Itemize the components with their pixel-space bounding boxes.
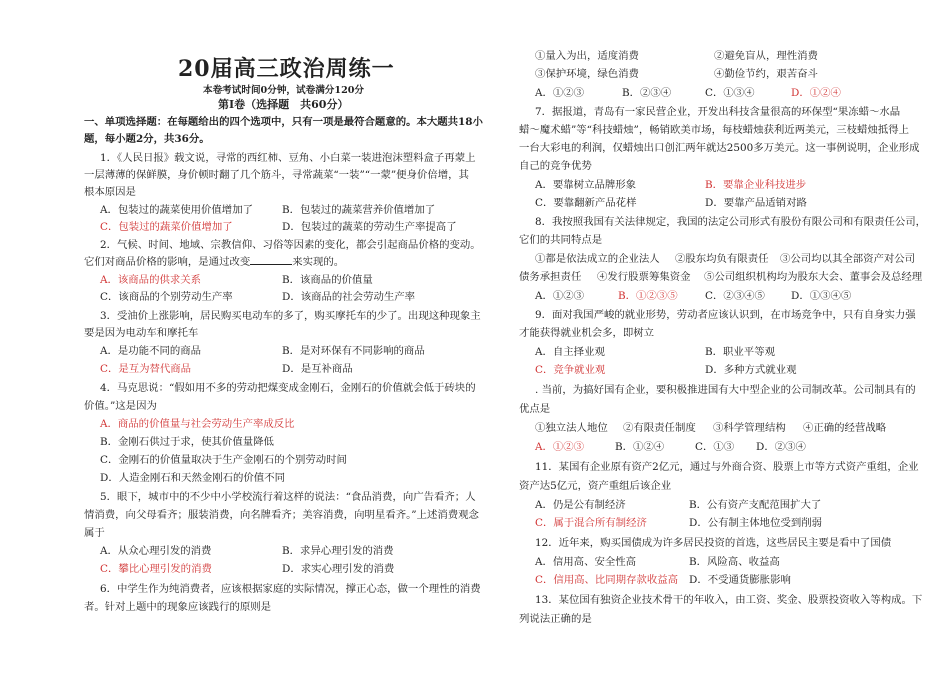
question-2-option-c: C．该商品的个别劳动生产率 — [100, 291, 233, 303]
question-7-option-a: A．要靠树立品牌形象 — [535, 179, 637, 191]
question-1-stem: 1．《人民日报》载文说，寻常的西红柿、豆角、小白菜一装进泡沫塑料盒子再蒙上 — [100, 152, 476, 164]
question-3-option-c-answer: C．是互为替代商品 — [100, 363, 192, 375]
question-1-option-b: B．包装过的蔬菜营养价值增加了 — [282, 204, 436, 216]
question-11-stem: 11．某国有企业原有资产2亿元，通过与外商合资、股票上市等方式资产重组，企业 — [535, 461, 919, 473]
question-9-option-c-answer: C．竞争就业观 — [535, 364, 606, 376]
question-10-option-d: D．②③④ — [756, 441, 806, 453]
question-13-stem: 13．某位国有独资企业技术骨干的年收入，由工资、奖金、股票投资收入等构成。下 — [535, 594, 923, 606]
question-3-option-b: B．是对环保有不同影响的商品 — [282, 345, 425, 357]
question-11-option-b: B．公有资产支配范围扩大了 — [689, 499, 822, 511]
question-5-option-d: D．求实心理引发的消费 — [282, 563, 395, 575]
question-10-item-3: ③科学管理结构 — [713, 422, 786, 434]
question-1-stem: 根本原因是 — [84, 186, 136, 198]
question-10-item-4: ④正确的经营战略 — [803, 422, 887, 434]
question-6-item-2: ②避免盲从，理性消费 — [714, 50, 818, 62]
question-11-option-a: A．仍是公有制经济 — [535, 499, 626, 511]
question-8-item-3: ③公司均以其全部资产对公司 — [780, 253, 916, 265]
page-title: 20届高三政治周练一 — [178, 56, 395, 82]
question-12-stem: 12．近年来，购买国债成为许多居民投资的首选，这些居民主要是看中了国债 — [535, 537, 892, 549]
question-7-option-c: C．要靠翻新产品花样 — [535, 197, 637, 209]
question-7-option-b-answer: B．要靠企业科技进步 — [705, 179, 807, 191]
question-12-option-d: D．不受通货膨胀影响 — [689, 574, 791, 586]
question-10-option-b: B．①②④ — [615, 441, 665, 453]
question-4-option-b: B．金刚石供过于求，使其价值量降低 — [100, 436, 274, 448]
question-7-stem: 自己的竞争优势 — [519, 160, 592, 172]
question-11-option-c-answer: C．属于混合所有制经济 — [535, 517, 647, 529]
question-4-stem: 4．马克思说：“假如用不多的劳动把煤变成金刚石，金刚石的价值就会低于砖块的 — [100, 382, 476, 394]
question-8-option-a: A．①②③ — [535, 290, 585, 302]
question-7-option-d: D．要靠产品适销对路 — [705, 197, 807, 209]
question-2-option-a-answer: A．该商品的供求关系 — [100, 274, 202, 286]
question-10-stem: 优点是 — [519, 403, 551, 415]
exam-subtitle: 本卷考试时间0分钟，试卷满分120分 — [203, 85, 365, 96]
question-3-option-d: D．是互补商品 — [282, 363, 353, 375]
question-6-option-a: A．①②③ — [535, 87, 585, 99]
question-1-option-a: A．包装过的蔬菜使用价值增加了 — [100, 204, 253, 216]
question-1-stem: 一层薄薄的保鲜膜，身价顿时翻了几个筋斗，寻常蔬菜“一装”“一蒙”便身价倍增，其 — [84, 169, 469, 181]
question-9-stem: 才能获得就业机会多，即树立 — [519, 327, 655, 339]
question-8-item-2: ②股东均负有限责任 — [675, 253, 769, 265]
question-1-option-d: D．包装过的蔬菜的劳动生产率提高了 — [282, 221, 457, 233]
question-4-option-d: D．人造金刚石和天然金刚石的价值不同 — [100, 472, 285, 484]
question-4-stem: 价值。”这是因为 — [84, 400, 157, 412]
question-8-stem: 8．我按照我国有关法律规定，我国的法定公司形式有股份有限公司和有限责任公司， — [535, 216, 927, 228]
question-7-stem: 一台大彩电的利润，仅蜡烛出口创汇两年就达2500多万美元。这一事例说明，企业形成 — [519, 142, 920, 154]
instructions-line-2: 题，每小题2分，共36分。 — [84, 133, 210, 145]
question-3-stem: 3．受油价上涨影响，居民购买电动车的多了，购买摩托车的少了。出现这种现象主 — [100, 310, 481, 322]
question-10-item-2: ②有限责任制度 — [623, 422, 696, 434]
question-10-stem: . 当前，为搞好国有企业，要积极推进国有大中型企业的公司制改革。公司制具有的 — [535, 384, 916, 396]
question-2-stem: 它们对商品价格的影响，是通过改变 来实现的。 — [84, 256, 345, 268]
question-2-option-d: D．该商品的社会劳动生产率 — [282, 291, 416, 303]
question-9-option-b: B．职业平等观 — [705, 346, 775, 358]
question-6-item-4: ④勤俭节约，艰苦奋斗 — [714, 68, 818, 80]
question-6-option-c: C．①③④ — [705, 87, 755, 99]
answer-blank — [250, 255, 292, 265]
question-8-option-b-answer: B．①②③⑤ — [618, 290, 678, 302]
question-5-stem: 情消费，向父母看齐；服装消费，向名牌看齐；美容消费，向明星看齐。”上述消费观念 — [84, 509, 479, 521]
question-8-option-d: D．①③④⑤ — [791, 290, 852, 302]
question-5-option-c-answer: C．攀比心理引发的消费 — [100, 563, 212, 575]
question-3-stem: 要是因为电动车和摩托车 — [84, 327, 199, 339]
question-8-item-5: ⑤公司组织机构均为股东大会、董事会及总经理 — [704, 271, 923, 283]
question-5-option-b: B．求异心理引发的消费 — [282, 545, 394, 557]
question-2-stem: 2．气候、时间、地域、宗教信仰、习俗等因素的变化，都会引起商品价格的变动。 — [100, 239, 481, 251]
question-12-option-a: A．信用高、安全性高 — [535, 556, 637, 568]
question-8-item-4: ④发行股票筹集资金 — [597, 271, 691, 283]
question-6-stem: 者。针对上题中的现象应该践行的原则是 — [84, 601, 272, 613]
question-5-stem: 属于 — [84, 527, 105, 539]
question-7-stem: 7．据报道，青岛有一家民营企业，开发出科技含量很高的环保型“果冻蜡～水晶 — [535, 106, 901, 118]
question-10-option-a-answer: A．①②③ — [535, 441, 585, 453]
question-11-stem: 资产达5亿元，资产重组后该企业 — [519, 480, 672, 492]
question-6-stem: 6．中学生作为纯消费者，应该根据家庭的实际情况，撑正心态，做一个理性的消费 — [100, 583, 481, 595]
question-12-option-c-answer: C．信用高、比同期存款收益高 — [535, 574, 679, 586]
question-10-item-1: ①独立法人地位 — [535, 422, 608, 434]
question-13-stem: 列说法正确的是 — [519, 613, 592, 625]
question-6-option-b: B．②③④ — [622, 87, 672, 99]
section-heading: 第Ⅰ卷（选择题 共60分） — [218, 98, 349, 111]
question-5-stem: 5．眼下，城市中的不少中小学校流行着这样的说法：“食品消费，向广告看齐；人 — [100, 491, 476, 503]
question-4-option-c: C．金刚石的价值量取决于生产金刚石的个别劳动时间 — [100, 454, 347, 466]
question-11-option-d: D．公有制主体地位受到削弱 — [689, 517, 823, 529]
question-8-stem: 它们的共同特点是 — [519, 234, 603, 246]
question-6-option-d-answer: D．①②④ — [791, 87, 841, 99]
instructions-line-1: 一、单项选择题：在每题给出的四个选项中，只有一项是最符合题意的。本大题共18小 — [84, 116, 483, 128]
question-7-stem: 蜡～魔术蜡”等“科技蜡烛”，畅销欧美市场，每枝蜡烛获利近两美元，三枝蜡烛抵得上 — [519, 124, 909, 136]
question-12-option-b: B．风险高、收益高 — [689, 556, 780, 568]
question-9-option-d: D．多种方式就业观 — [705, 364, 797, 376]
question-4-option-a-answer: A．商品的价值量与社会劳动生产率成反比 — [100, 418, 295, 430]
question-6-item-3: ③保护环境，绿色消费 — [535, 68, 639, 80]
question-5-option-a: A．从众心理引发的消费 — [100, 545, 212, 557]
question-2-option-b: B．该商品的价值量 — [282, 274, 373, 286]
question-8-item-3-cont: 债务承担责任 — [519, 271, 582, 283]
question-9-stem: 9．面对我国严峻的就业形势，劳动者应该认识到，在市场竞争中，只有自身实力强 — [535, 309, 916, 321]
question-10-option-c: C．①③ — [695, 441, 735, 453]
question-8-item-1: ①都是依法成立的企业法人 — [535, 253, 660, 265]
question-1-option-c-answer: C．包装过的蔬菜价值增加了 — [100, 221, 233, 233]
question-8-option-c: C．②③④⑤ — [705, 290, 765, 302]
question-9-option-a: A．自主择业观 — [535, 346, 605, 358]
question-3-option-a: A．是功能不同的商品 — [100, 345, 202, 357]
question-6-item-1: ①量入为出，适度消费 — [535, 50, 639, 62]
